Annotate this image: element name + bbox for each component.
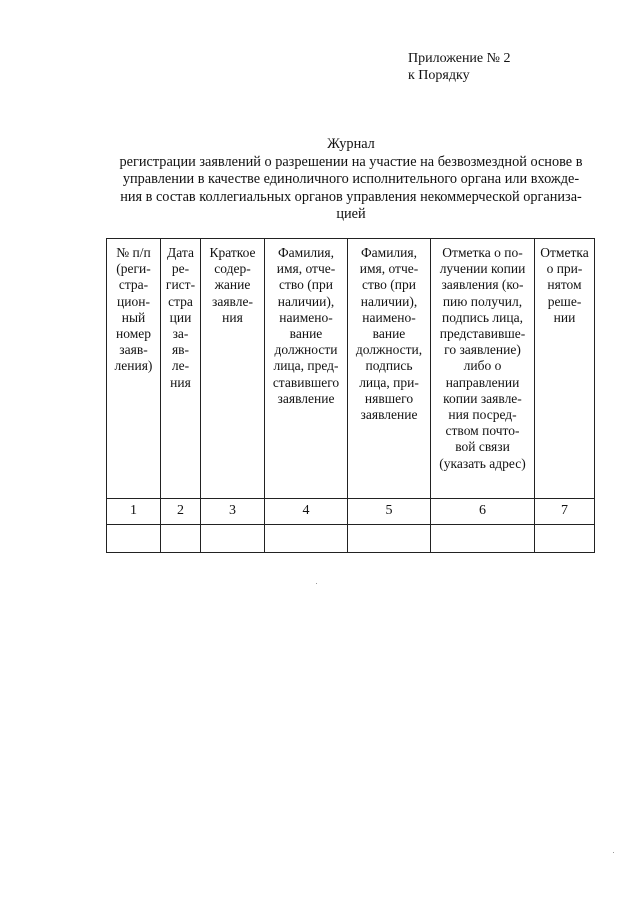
header-text-line: лучении копии [439,261,526,277]
registration-journal-table [106,238,595,553]
header-text-line: ство (при [279,277,333,293]
header-text-line: ством почто- [445,423,520,439]
header-text-line: содер- [214,261,251,277]
header-cell-registration-number [107,239,161,499]
header-text-line: реше- [547,293,582,309]
header-text-line: подпись [365,358,413,374]
title-line: ния в состав коллегиальных органов управления некоммерческой организа- [120,188,582,205]
empty-cell [107,525,161,553]
column-number-cell: 3 [201,499,265,525]
header-text-line: № п/п [116,245,151,260]
header-text-line: ный [121,309,146,325]
header-text-line: Фамилия, [361,245,417,260]
header-text-line: наличии), [277,293,335,309]
header-text-line: стра [168,293,193,309]
title-line: управлении в качестве единоличного исполнительного органа или вхожде- [122,171,580,187]
header-text-line: ния посред- [448,407,517,423]
header-text-line: лица, при- [359,374,419,390]
empty-entry-row [107,525,595,553]
header-text-line: копии заявле- [443,390,522,406]
header-text-line: (указать адрес) [439,455,526,471]
header-text-line: жание [214,277,251,293]
header-cell-copy-receipt [431,239,535,499]
header-text-line: яв- [171,342,190,358]
header-text-line: лица, пред- [273,358,339,374]
header-text-line: заяв- [119,342,148,358]
header-text-line: заявление [277,390,335,406]
header-text-line: заявле- [212,293,253,309]
header-text-line: Отметка о по- [442,245,523,260]
column-number-row [107,499,595,525]
header-text-line: цион- [117,293,150,309]
header-text-line: вание [372,326,406,342]
header-text-line: должности, [355,342,423,358]
column-number-cell: 1 [107,499,161,525]
header-text-line: заявление [360,407,418,423]
column-number-cell: 4 [265,499,348,525]
header-text-line: стра- [118,277,149,293]
empty-cell [431,525,535,553]
header-text-line: направлении [445,374,520,390]
header-text-line: Отметка [540,245,589,260]
header-text-line: за- [172,326,189,342]
header-text-line: Краткое [209,245,256,260]
header-text-line: ре- [171,261,190,277]
header-text-line: наличии), [360,293,418,309]
header-text-line: наимено- [362,309,416,325]
header-text-line: имя, отче- [359,261,419,277]
header-cell-summary [201,239,265,499]
header-text-line: ле- [171,358,190,374]
header-cell-decision [535,239,595,499]
header-text-line: имя, отче- [276,261,336,277]
header-text-line: пию получил, [442,293,523,309]
header-text-line: ния [170,374,191,390]
column-number-cell: 5 [348,499,431,525]
header-text-line: подпись лица, [442,309,523,325]
header-text-line: номер [115,326,151,342]
header-text-line: гист- [165,277,196,293]
header-text-line: представивше- [439,326,526,342]
header-text-line: нии [553,309,576,325]
header-cell-registration-date [161,239,201,499]
header-text-line: нявшего [364,390,414,406]
header-text-line: о при- [546,261,583,277]
column-number-cell: 2 [161,499,201,525]
column-number-cell: 7 [535,499,595,525]
header-text-line: заявления (ко- [441,277,524,293]
title-heading: Журнал [327,136,375,152]
header-text-line: го заявление) [444,342,521,358]
header-text-line: вой связи [455,439,510,455]
header-text-line: Дата [167,245,194,260]
header-text-line: ство (при [362,277,416,293]
header-text-line: вание [289,326,323,342]
empty-cell [161,525,201,553]
scan-speck [613,852,614,853]
header-text-line: либо о [463,358,502,374]
empty-cell [535,525,595,553]
header-text-line: наимено- [279,309,333,325]
empty-cell [348,525,431,553]
header-text-line: (реги- [116,261,151,277]
header-text-line: ции [169,309,192,325]
header-text-line: нятом [547,277,582,293]
header-text-line: ления) [114,358,153,374]
title-line: цией [336,206,366,222]
empty-cell [201,525,265,553]
empty-cell [265,525,348,553]
appendix-number: Приложение № 2 [408,51,511,66]
title-line: регистрации заявлений о разрешении на участие на безвозмездной основе в [119,153,583,170]
column-number-cell: 6 [431,499,535,525]
scan-speck [316,583,317,584]
appendix-reference: к Порядку [408,68,470,83]
header-cell-submitter [265,239,348,499]
header-text-line: ния [222,309,243,325]
document-title [106,136,596,224]
header-text-line: Фамилия, [278,245,334,260]
table-header-row [107,239,595,499]
header-cell-receiver [348,239,431,499]
appendix-note [408,50,511,84]
header-text-line: ставившего [272,374,340,390]
header-text-line: должности [274,342,338,358]
